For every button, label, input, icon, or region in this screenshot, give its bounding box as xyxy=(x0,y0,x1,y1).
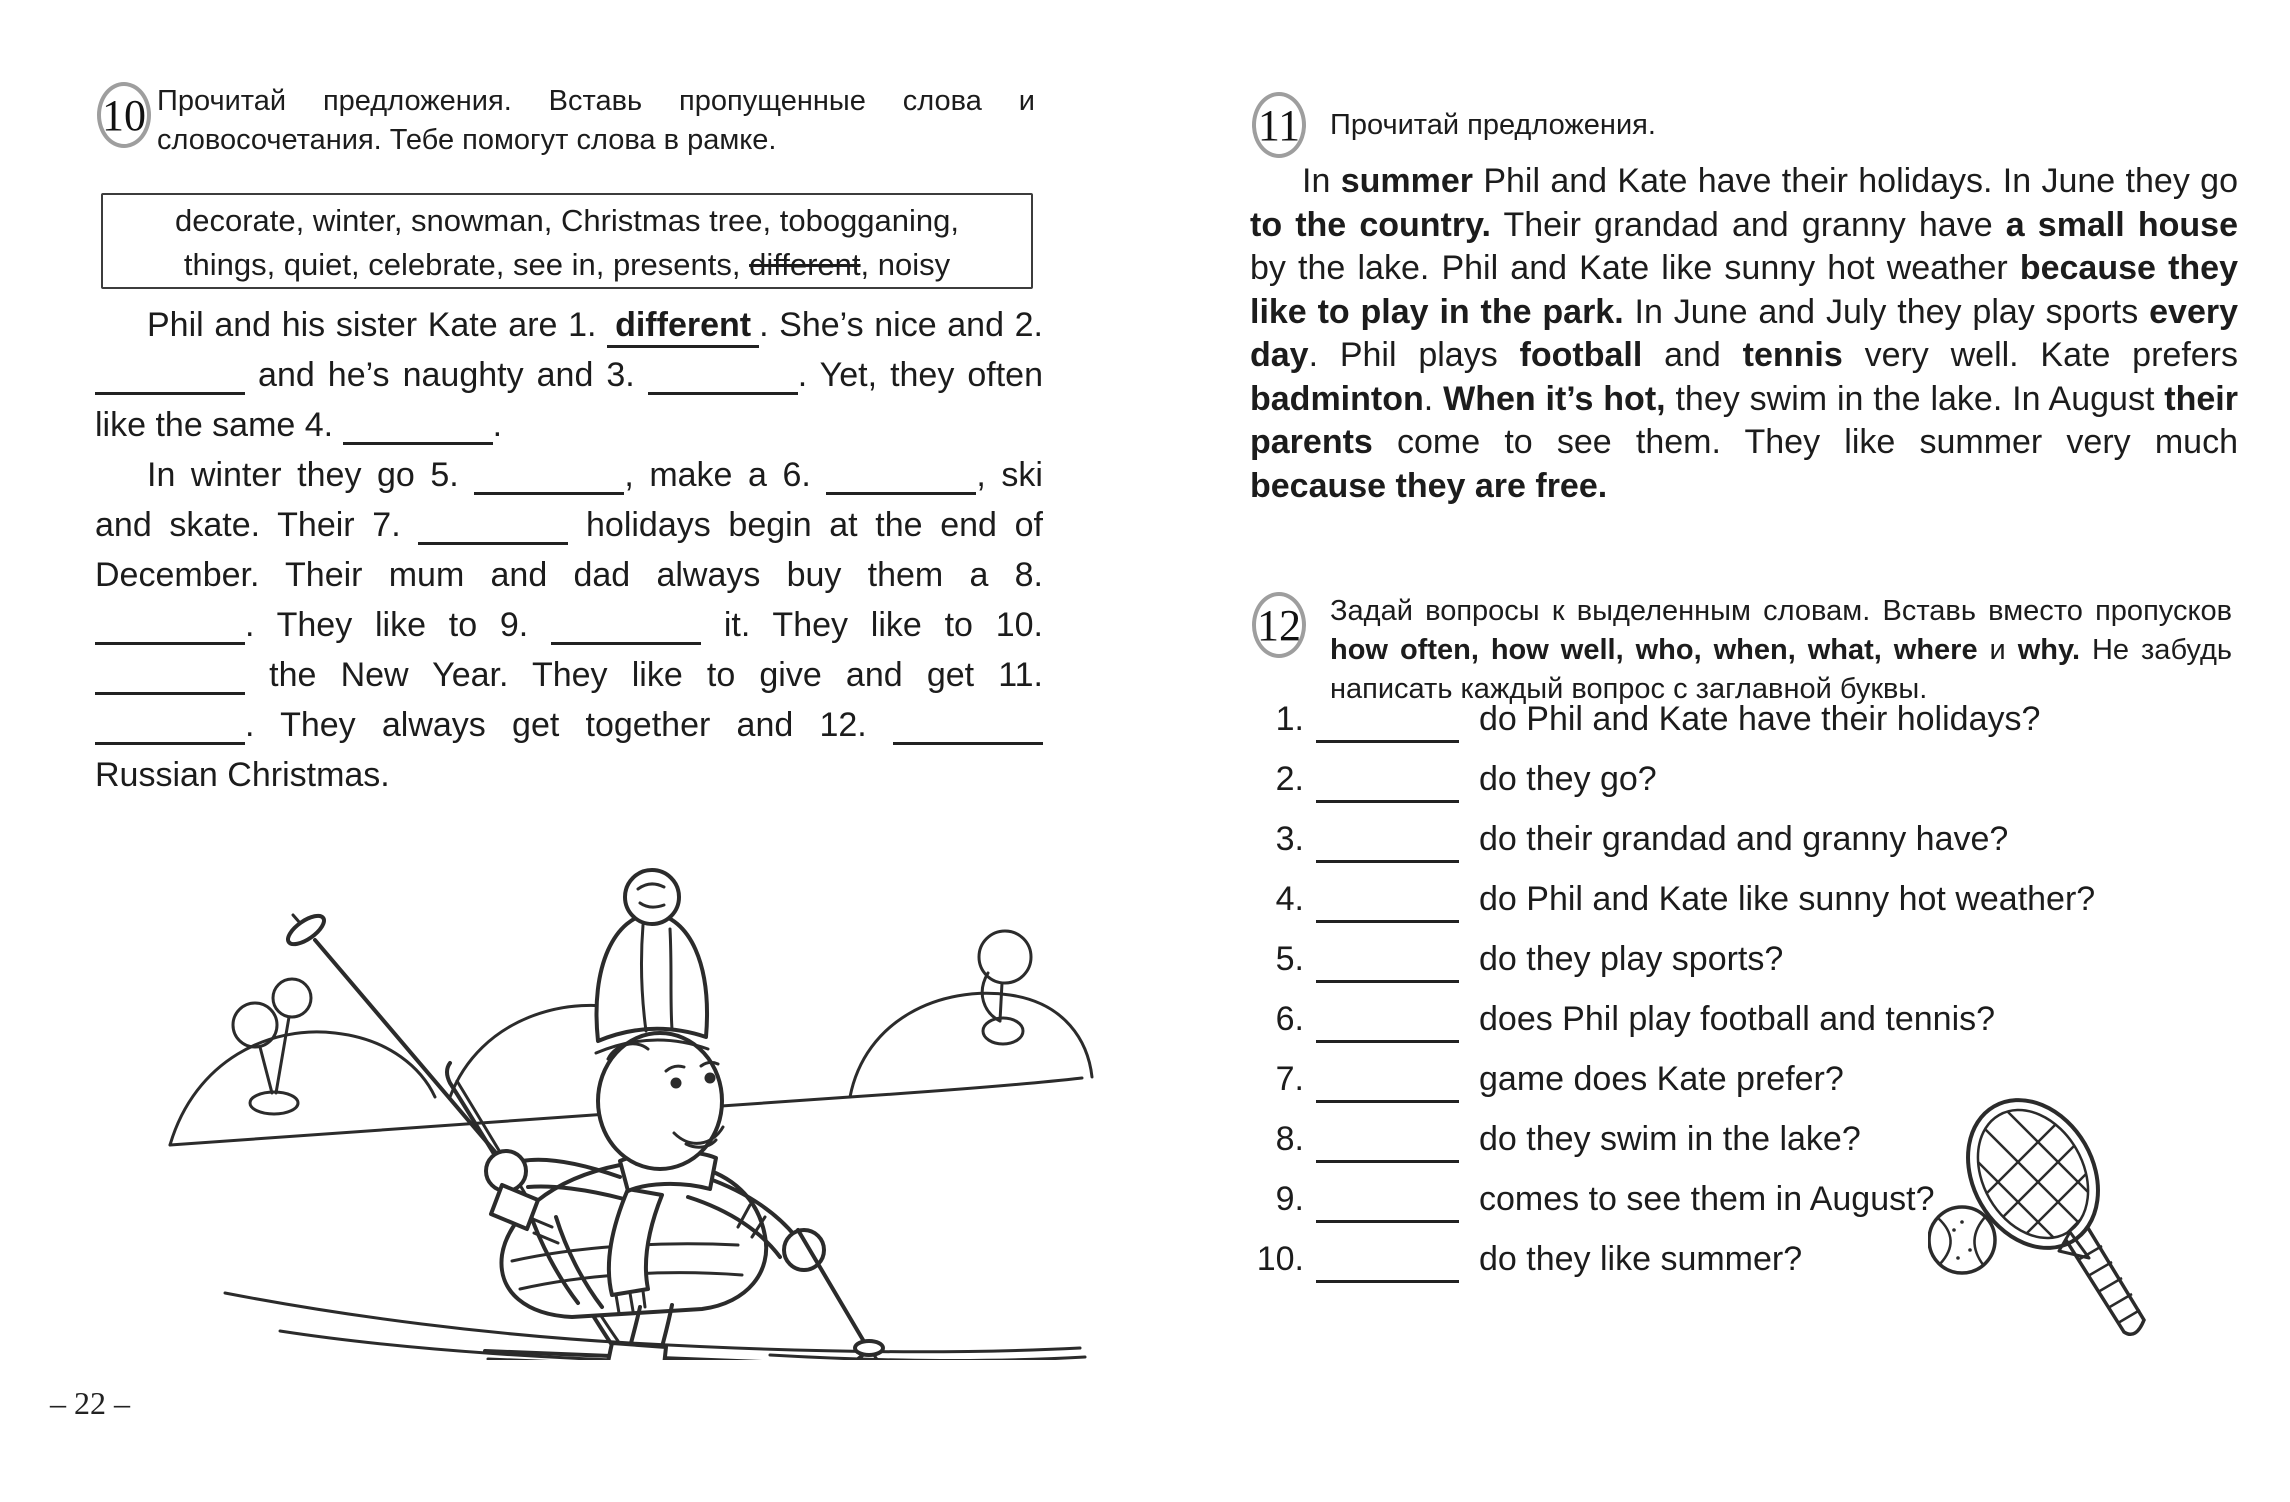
answer-blank[interactable] xyxy=(1316,1270,1459,1283)
exercise-10-header xyxy=(97,82,1039,160)
answer-blank[interactable] xyxy=(1316,730,1459,743)
gap-fill-paragraph-2: In winter they go 5. , make a 6. , ski and skate. Their 7. holidays begin at the end of December. Their mum and dad always buy them a 8. . They like to 9. it. They like to 10. the New Year. They like to give and get 11. . They always get together and 12. Russian Christmas. xyxy=(95,456,1043,794)
question-number: 7. xyxy=(1275,1060,1304,1098)
question-number: 4. xyxy=(1275,880,1304,918)
exercise-10-gap-fill-text xyxy=(95,300,1043,800)
exercise-12-instruction: Задай вопросы к выделенным словам. Вставь вместо пропусков how often, how well, who, when, what, where и why. Не забудь написать каждый вопрос с заглавной буквы. xyxy=(1330,595,2232,705)
question-text: do Phil and Kate like sunny hot weather? xyxy=(1479,880,2096,918)
question-text: do they like summer? xyxy=(1479,1240,1803,1278)
question-text: game does Kate prefer? xyxy=(1479,1060,1844,1098)
answer-blank[interactable] xyxy=(95,732,245,745)
question-text: do they play sports? xyxy=(1479,940,1784,978)
question-row xyxy=(1246,1000,2241,1060)
question-text: do they go? xyxy=(1479,760,1657,798)
gap-fill-paragraph-1: Phil and his sister Kate are 1. different . She’s nice and 2. and he’s naughty and 3. . Yet, they often like the same 4. . xyxy=(95,306,1043,444)
bold-text: When it’s hot, xyxy=(1443,379,1666,418)
question-number: 2. xyxy=(1275,760,1304,798)
skier-illustration xyxy=(150,845,1100,1360)
answer-blank[interactable] xyxy=(1316,1150,1459,1163)
answer-blank[interactable] xyxy=(648,382,798,395)
exercise-12-header xyxy=(1252,592,2237,709)
answer-blank[interactable] xyxy=(95,382,245,395)
tennis-racket-illustration xyxy=(1928,1092,2163,1352)
bold-text: why. xyxy=(2017,634,2081,666)
word-bank-line-2: things, quiet, celebrate, see in, presents, different, noisy xyxy=(183,247,951,282)
bold-text: every day xyxy=(1250,292,2238,374)
answer-blank[interactable] xyxy=(343,432,493,445)
exercise-10-instruction: Прочитай предложения. Вставь пропущенные слова и словосочетания. Тебе помогут слова в рамке. xyxy=(157,85,1035,156)
question-text: do their grandad and granny have? xyxy=(1479,820,2009,858)
bold-text: a small house xyxy=(2005,205,2238,244)
answer-blank[interactable] xyxy=(1316,1090,1459,1103)
struck-word: different xyxy=(749,247,861,282)
bold-text: football xyxy=(1519,336,1643,374)
exercise-10-number-badge: 10 xyxy=(97,82,151,148)
exercise-11-instruction: Прочитай предложения. xyxy=(1330,109,1656,141)
bold-text: tennis xyxy=(1742,336,1843,374)
exercise-12-number-badge: 12 xyxy=(1252,592,1306,658)
answer-blank[interactable] xyxy=(1316,910,1459,923)
answer-blank[interactable] xyxy=(95,682,245,695)
question-text: comes to see them in August? xyxy=(1479,1180,1935,1218)
written-answer: different xyxy=(607,306,759,348)
bold-text: badminton xyxy=(1250,379,1424,418)
question-row xyxy=(1246,820,2241,880)
answer-blank[interactable] xyxy=(1316,850,1459,863)
question-text: do they swim in the lake? xyxy=(1479,1120,1861,1158)
answer-blank[interactable] xyxy=(893,732,1043,745)
bold-text: summer xyxy=(1340,162,1473,200)
answer-blank[interactable] xyxy=(1316,1210,1459,1223)
bold-text: because they like to play in the park. xyxy=(1250,249,2238,331)
question-number: 10. xyxy=(1256,1240,1304,1278)
question-text: does Phil play football and tennis? xyxy=(1479,1000,1996,1038)
bold-text: because they are free. xyxy=(1250,466,1608,505)
question-row xyxy=(1246,760,2241,820)
question-number: 8. xyxy=(1275,1120,1304,1158)
bold-text: to the country. xyxy=(1250,205,1491,244)
question-row xyxy=(1246,700,2241,760)
bold-text: their parents xyxy=(1250,379,2238,461)
exercise-11-header xyxy=(1252,92,2237,162)
word-bank-box xyxy=(101,193,1033,289)
question-number: 6. xyxy=(1275,1000,1304,1038)
question-number: 5. xyxy=(1275,940,1304,978)
question-number: 9. xyxy=(1275,1180,1304,1218)
answer-blank[interactable] xyxy=(826,482,976,495)
word-bank-line-1: decorate, winter, snowman, Christmas tree, tobogganing, xyxy=(174,203,960,238)
answer-blank[interactable] xyxy=(1316,970,1459,983)
answer-blank[interactable] xyxy=(474,482,624,495)
answer-blank[interactable] xyxy=(551,632,701,645)
question-number: 1. xyxy=(1275,700,1304,738)
answer-blank[interactable] xyxy=(1316,1030,1459,1043)
question-row xyxy=(1246,940,2241,1000)
bold-text: how often, how well, who, when, what, where xyxy=(1330,634,1978,666)
answer-blank[interactable] xyxy=(1316,790,1459,803)
question-text: do Phil and Kate have their holidays? xyxy=(1479,700,2041,738)
question-row xyxy=(1246,880,2241,940)
answer-blank[interactable] xyxy=(95,632,245,645)
reading-paragraph: In summer Phil and Kate have their holidays. In June they go to the country. Their grandad and granny have a small house by the lake. Phil and Kate like sunny hot weather because they like to play in the park. In June and July they play sports every day. Phil plays football and tennis very well. Kate prefers badminton. When it’s hot, they swim in the lake. In August their parents come to see them. They like summer very much because they are free. xyxy=(1250,162,2238,505)
question-number: 3. xyxy=(1275,820,1304,858)
answer-blank[interactable] xyxy=(418,532,568,545)
exercise-11-number-badge: 11 xyxy=(1252,92,1306,158)
exercise-11-reading-text xyxy=(1250,160,2238,508)
page-number: – 22 – xyxy=(50,1385,130,1421)
